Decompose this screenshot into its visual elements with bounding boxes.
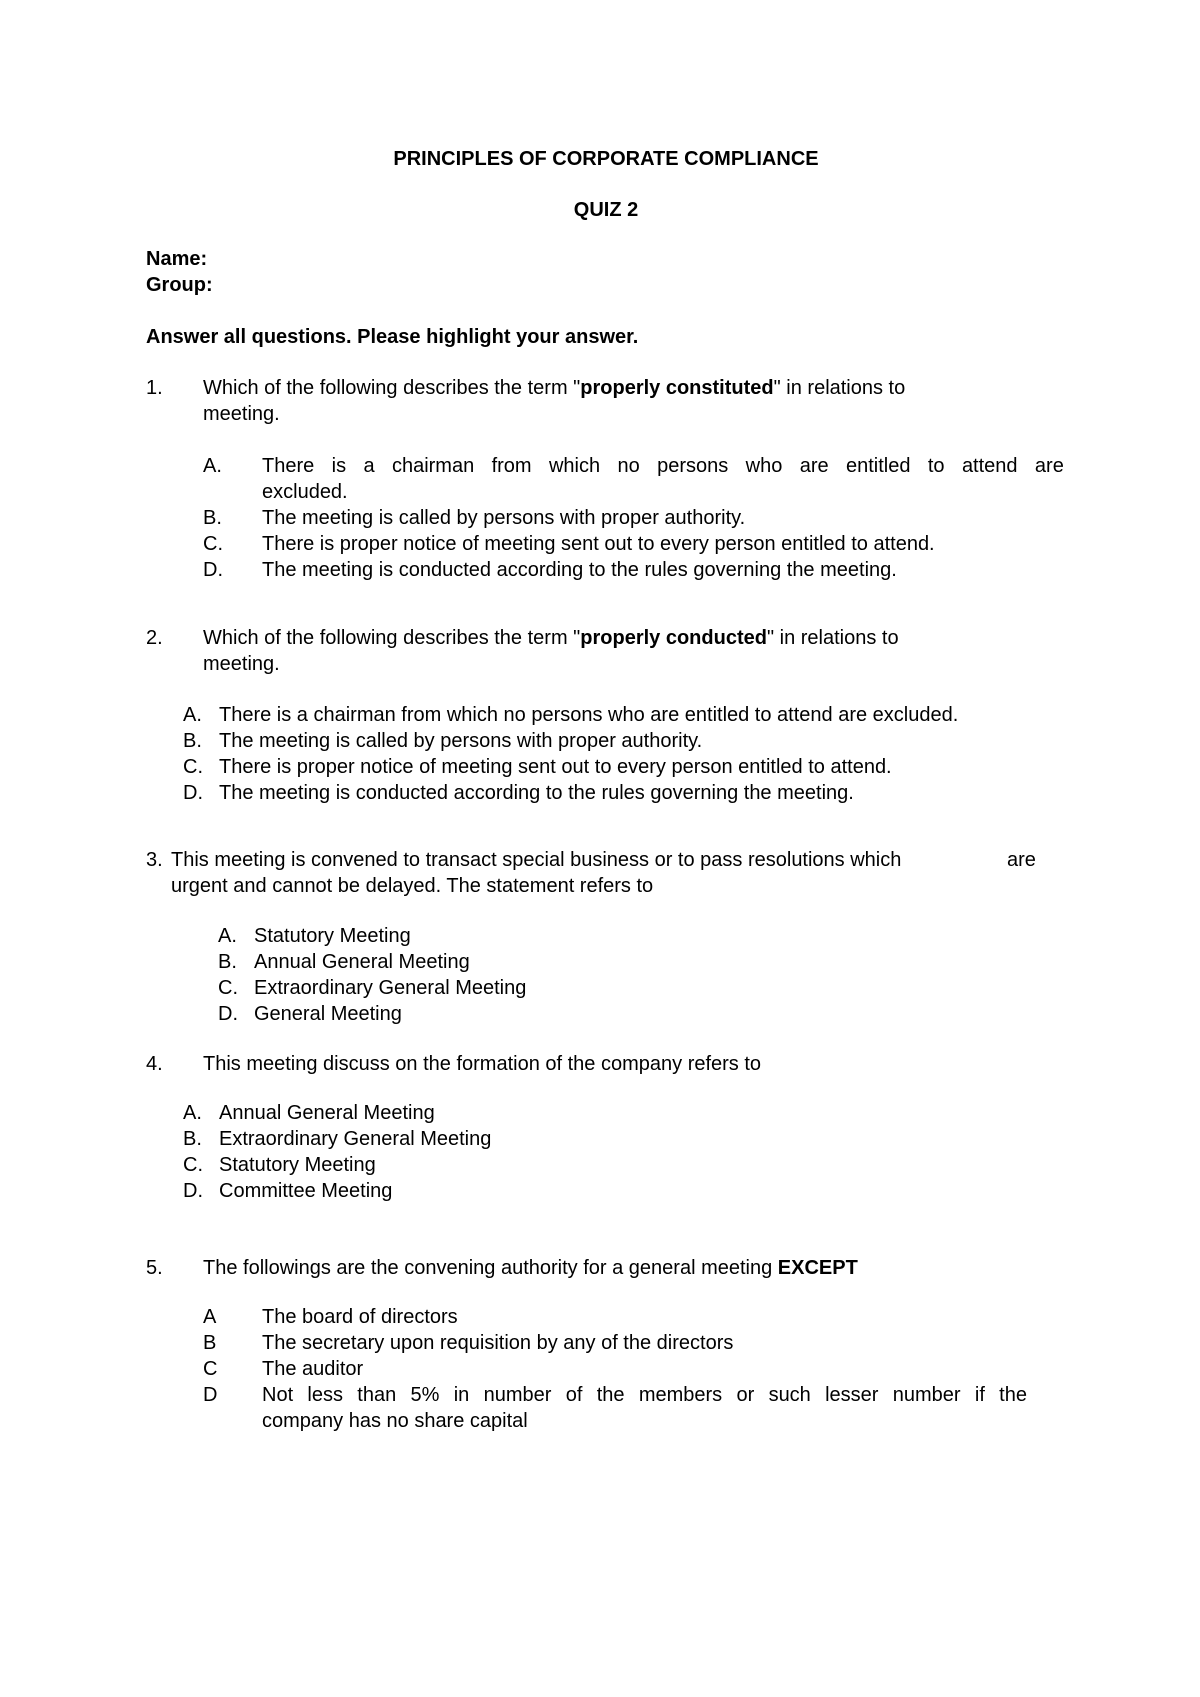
- option-text: Committee Meeting: [219, 1180, 393, 1202]
- option-text: General Meeting: [254, 1003, 402, 1025]
- document-title: PRINCIPLES OF CORPORATE COMPLIANCE: [393, 148, 819, 170]
- question-text: This meeting is convened to transact special business or to pass resolutions which: [171, 849, 902, 871]
- word: the: [999, 1384, 1027, 1406]
- question-number: 5.: [146, 1257, 163, 1279]
- option-text: The board of directors: [262, 1306, 458, 1328]
- option-text: Statutory Meeting: [219, 1154, 376, 1176]
- group-label: Group:: [146, 274, 213, 296]
- option-text: There is a chairman from which no persons who are entitled to attend are excluded.: [219, 704, 959, 726]
- question-text-part: Which of the following describes the term ": [203, 627, 581, 649]
- option-text-continued: excluded.: [262, 481, 348, 503]
- option-text: Annual General Meeting: [219, 1102, 435, 1124]
- word: less: [307, 1384, 343, 1406]
- word: chairman: [391, 455, 475, 477]
- word: the: [596, 1384, 625, 1406]
- word: attend: [961, 455, 1018, 477]
- option-text: Statutory Meeting: [254, 925, 411, 947]
- question-text: [203, 375, 905, 401]
- word: lesser: [825, 1384, 879, 1406]
- question-text-end: are: [1007, 849, 1036, 871]
- word: to: [927, 455, 945, 477]
- word: in: [453, 1384, 470, 1406]
- word: is: [331, 455, 347, 477]
- option-letter: C.: [183, 756, 203, 778]
- option-letter: B.: [203, 507, 222, 529]
- word: are: [1034, 455, 1064, 477]
- question-text: [203, 1255, 858, 1281]
- option-letter: C.: [203, 533, 223, 555]
- word: if: [974, 1384, 985, 1406]
- option-letter: C.: [218, 977, 238, 999]
- option-letter: B.: [183, 730, 202, 752]
- option-text: The auditor: [262, 1358, 364, 1380]
- question-number: 3.: [146, 849, 163, 871]
- option-text: Extraordinary General Meeting: [219, 1128, 492, 1150]
- word: persons: [657, 455, 729, 477]
- option-letter: D.: [183, 1180, 203, 1202]
- word: number: [483, 1384, 552, 1406]
- option-text: The meeting is conducted according to the rules governing the meeting.: [219, 782, 854, 804]
- question-text-part: " in relations to: [766, 627, 899, 649]
- option-letter: A: [203, 1306, 217, 1328]
- word: from: [491, 455, 532, 477]
- word: who: [745, 455, 783, 477]
- question-number: 2.: [146, 627, 163, 649]
- question-text: [203, 625, 899, 651]
- option-text: The meeting is called by persons with proper authority.: [219, 730, 703, 752]
- question-text: This meeting discuss on the formation of the company refers to: [203, 1053, 762, 1075]
- option-text: [262, 453, 1064, 479]
- question-text-part: " in relations to: [773, 377, 906, 399]
- name-label: Name:: [146, 248, 208, 270]
- question-emphasis: EXCEPT: [777, 1257, 858, 1279]
- option-letter: A.: [183, 1102, 202, 1124]
- option-text: Extraordinary General Meeting: [254, 977, 527, 999]
- option-text-continued: company has no share capital: [262, 1410, 528, 1432]
- question-text-continued: meeting.: [203, 403, 280, 425]
- question-text-part: Which of the following describes the term ": [203, 377, 581, 399]
- option-letter: C.: [183, 1154, 203, 1176]
- option-text: Annual General Meeting: [254, 951, 470, 973]
- question-number: 4.: [146, 1053, 163, 1075]
- word: are: [799, 455, 829, 477]
- word: There: [262, 455, 315, 477]
- word: entitled: [846, 455, 911, 477]
- word: number: [892, 1384, 961, 1406]
- option-text: There is proper notice of meeting sent out to every person entitled to attend.: [219, 756, 892, 778]
- question-term: properly conducted: [580, 627, 767, 649]
- option-letter: B.: [218, 951, 237, 973]
- option-letter: A.: [183, 704, 202, 726]
- word: Not: [262, 1384, 294, 1406]
- option-text: The meeting is called by persons with proper authority.: [262, 507, 746, 529]
- option-letter: A.: [203, 455, 222, 477]
- option-text: There is proper notice of meeting sent out to every person entitled to attend.: [262, 533, 935, 555]
- quiz-subtitle: QUIZ 2: [573, 199, 639, 221]
- option-letter: D.: [218, 1003, 238, 1025]
- word: than: [357, 1384, 397, 1406]
- option-letter: B.: [183, 1128, 202, 1150]
- option-letter: C: [203, 1358, 218, 1380]
- word: such: [768, 1384, 811, 1406]
- option-letter: A.: [218, 925, 237, 947]
- option-letter: B: [203, 1332, 217, 1354]
- option-text: [262, 1382, 1027, 1408]
- question-term: properly constituted: [580, 377, 774, 399]
- question-text-continued: urgent and cannot be delayed. The statement refers to: [171, 875, 654, 897]
- word: 5%: [410, 1384, 440, 1406]
- option-text: The secretary upon requisition by any of the directors: [262, 1332, 734, 1354]
- question-text-continued: meeting.: [203, 653, 280, 675]
- question-text-part: The followings are the convening authority for a general meeting: [203, 1257, 778, 1279]
- word: which: [548, 455, 601, 477]
- question-number: 1.: [146, 377, 163, 399]
- option-text: The meeting is conducted according to the rules governing the meeting.: [262, 559, 897, 581]
- option-letter: D: [203, 1384, 218, 1406]
- word: of: [565, 1384, 583, 1406]
- word: a: [363, 455, 375, 477]
- word: members: [638, 1384, 723, 1406]
- word: or: [736, 1384, 755, 1406]
- option-letter: D.: [183, 782, 203, 804]
- word: no: [617, 455, 640, 477]
- instructions: Answer all questions. Please highlight your answer.: [146, 326, 639, 348]
- option-letter: D.: [203, 559, 223, 581]
